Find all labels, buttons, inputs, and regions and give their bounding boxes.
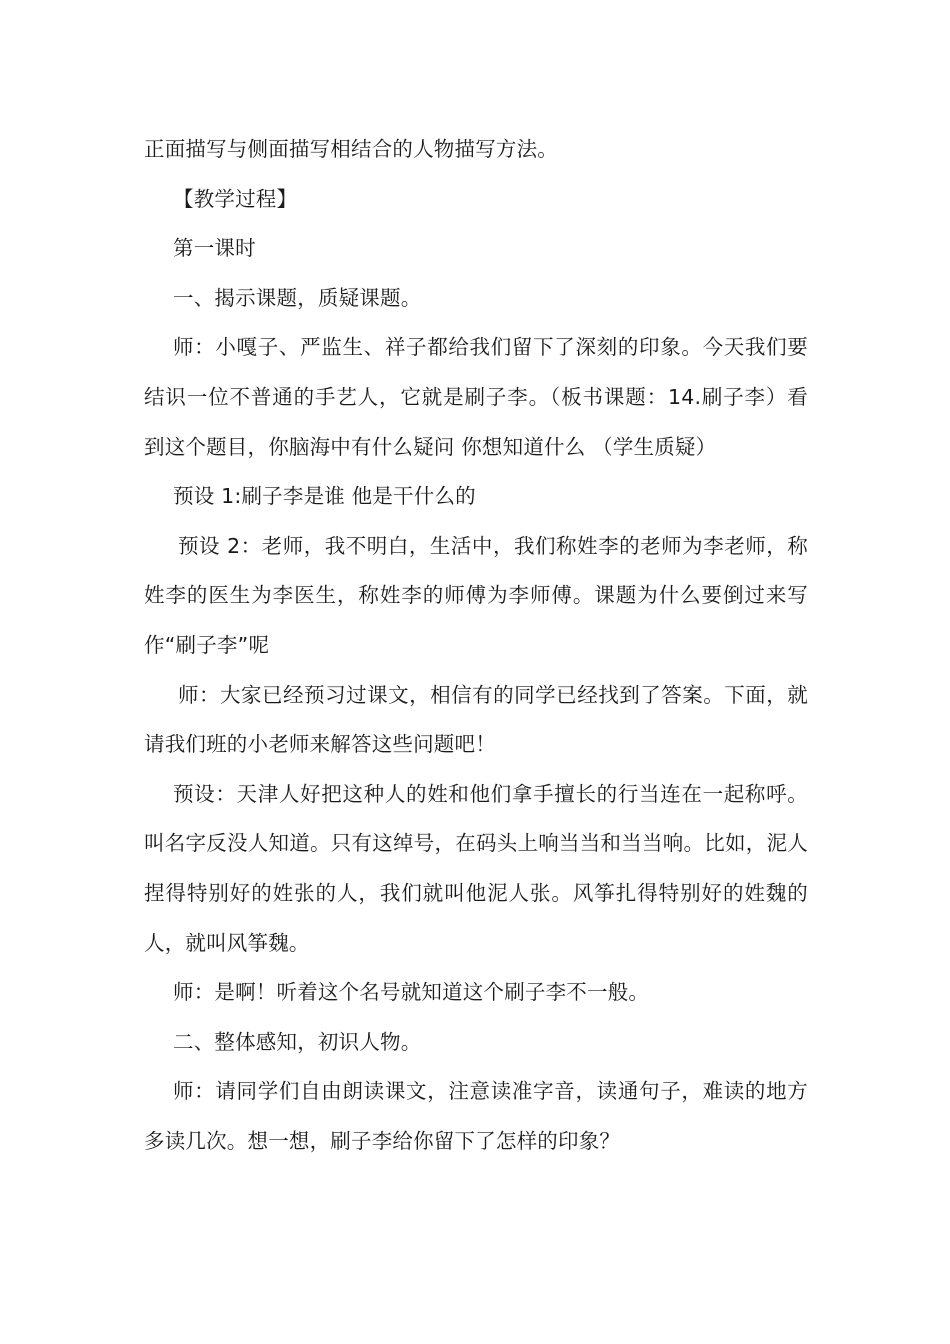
paragraph-intro-continuation: 正面描写与侧面描写相结合的人物描写方法。 — [144, 137, 558, 161]
step-heading-reveal-topic: 一、揭示课题，质疑课题。 — [173, 285, 422, 310]
paragraph-teacher-remark: 师：是啊！听着这个名号就知道这个刷子李不一般。 — [173, 980, 650, 1005]
lesson-heading-first-period: 第一课时 — [173, 236, 256, 261]
paragraph-teacher-preview: 师：大家已经预习过课文，相信有的同学已经找到了答案。下面，就请我们班的小老师来解答这些问题吧！ — [144, 682, 808, 757]
paragraph-teacher-intro: 师：小嘎子、严监生、祥子都给我们留下了深刻的印象。今天我们要结识一位不普通的手艺人，它就是刷子李。（板书课题：14.刷子李）看到这个题目，你脑海中有什么疑问 你想知道什么 （学生质疑） — [144, 335, 808, 459]
section-heading-teaching-process: 【教学过程】 — [173, 186, 298, 211]
paragraph-preset-1: 预设 1:刷子李是谁 他是干什么的 — [173, 484, 476, 509]
document-body — [144, 125, 808, 1166]
step-heading-overall-perception: 二、整体感知，初识人物。 — [173, 1029, 422, 1054]
paragraph-preset-2: 预设 2：老师，我不明白，生活中，我们称姓李的老师为李老师，称姓李的医生为李医生，称姓李的师傅为李师傅。课题为什么要倒过来写作“刷子李”呢 — [144, 533, 808, 657]
paragraph-preset-answer: 预设：天津人好把这种人的姓和他们拿手擅长的行当连在一起称呼。叫名字反没人知道。只有这绰号，在码头上响当当和当当响。比如，泥人捏得特别好的姓张的人，我们就叫他泥人张。风筝扎得特别好的姓魏的人，就叫风筝魏。 — [144, 781, 808, 955]
paragraph-teacher-reading-task: 师：请同学们自由朗读课文，注意读准字音，读通句子，难读的地方多读几次。想一想，刷子李给你留下了怎样的印象？ — [144, 1079, 808, 1153]
